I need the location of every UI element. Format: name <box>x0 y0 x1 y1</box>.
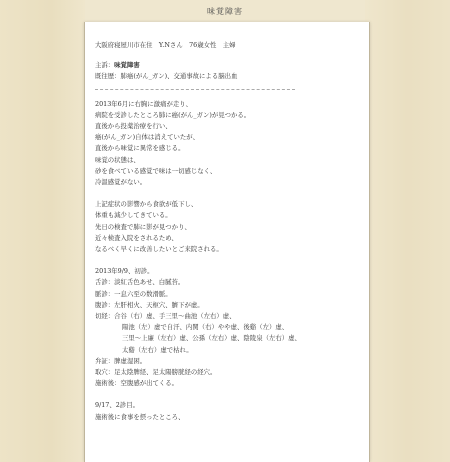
chief-complaint <box>95 60 359 71</box>
chief-value: 味覚障害 <box>114 61 140 70</box>
exam-line: 切経：合谷（右）虚、手三里〜曲池（左右）虚、 <box>95 312 236 321</box>
narrative-line: 病院を受診したところ肺に癌(がん_ガン)が見つかる。 <box>95 110 251 119</box>
exam-line: 脈診：一息六至の数滑脈。 <box>95 289 172 298</box>
page-title: 味覚障害 <box>207 6 243 16</box>
background-right-ornament <box>365 0 450 462</box>
exam-line: 2013年9/9、初診。 <box>95 267 154 276</box>
narrative2-line: 上記症状の影響から食欲が低下し、 <box>95 200 198 209</box>
narrative2-line: なるべく早くに改善したいとご来院される。 <box>95 245 223 254</box>
narrative-line: 味覚の状態は、 <box>95 155 140 164</box>
visit2-line: 施術後に食事を摂ったところ、 <box>95 412 185 421</box>
page-header <box>0 0 450 22</box>
narrative2-line: 体重も減少してきている。 <box>95 211 172 220</box>
exam-indent-line: 陽池（左）虚で自汗、内関（右）やや虚、後谿（左）虚、 <box>122 323 289 332</box>
patient-line: 大阪府寝屋川市在住 Y.Nさん 76歳女性 主婦 <box>95 41 236 49</box>
narrative-line: 直後から投薬治療を行い、 <box>95 122 172 131</box>
narrative-line: 冷温感覚がない。 <box>95 178 147 187</box>
narrative-line: 2013年6月に右胸に激痛が走り、 <box>95 99 193 108</box>
narrative2-line: 先日の検査で肺に影が見つかり、 <box>95 222 191 231</box>
narrative-line: 癌(がん_ガン)自体は消えていたが、 <box>95 133 200 142</box>
article-content <box>95 40 359 423</box>
article-panel <box>84 22 370 462</box>
exam-line: 腹診：左肝相火、天枢穴、臍下が虚。 <box>95 300 204 309</box>
exam2-line: 弁証：脾虚湿困。 <box>95 356 147 365</box>
exam2-line: 取穴：足太陰脾経、足太陽膀胱経の経穴。 <box>95 368 217 377</box>
visit2-line: 9/17、2診目。 <box>95 401 139 410</box>
divider <box>95 89 295 90</box>
exam2-line: 施術後：空腹感が出てくる。 <box>95 379 179 388</box>
narrative-line: 直後から味覚に異常を感じる。 <box>95 144 185 153</box>
exam-indent-line: 太谿（左右）虚で枯れ。 <box>122 345 193 354</box>
medical-history: 既往歴：肺癌(がん_ガン)、交通事故による脳出血 <box>95 72 238 81</box>
narrative2-line: 近々検査入院をされるため、 <box>95 233 178 242</box>
narrative-line: 砂を食べている感覚で味は一切感じなく、 <box>95 166 217 175</box>
chief-label: 主訴： <box>95 61 115 70</box>
exam-indent-line: 三里〜上廉（左右）虚、公孫（左右）虚、陰陵泉（左右）虚、 <box>122 334 301 343</box>
background-left-ornament <box>0 0 85 462</box>
exam-line: 舌診：淡紅舌色あせ、白膩苔。 <box>95 278 185 287</box>
